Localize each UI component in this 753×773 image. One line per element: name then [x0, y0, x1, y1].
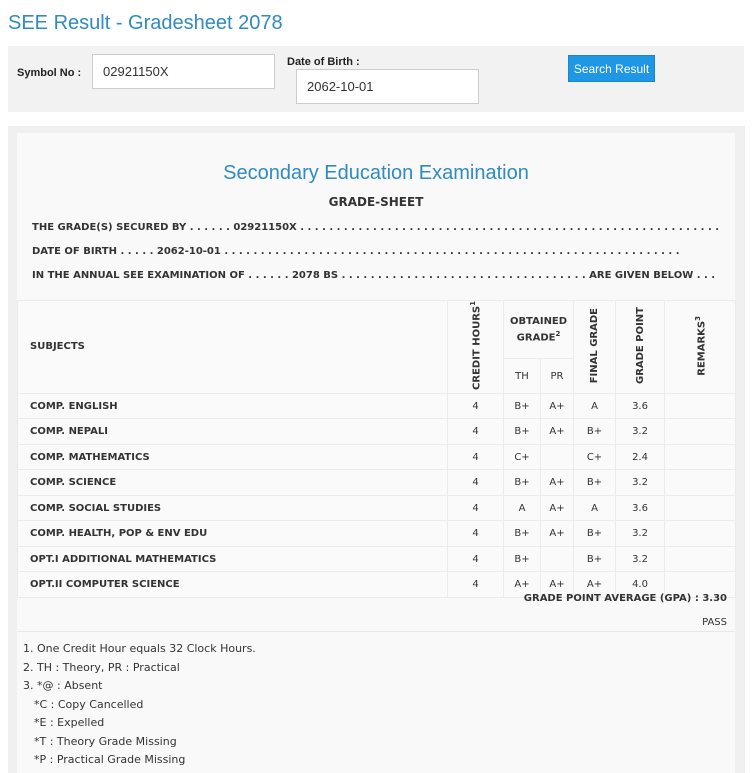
grade-point-cell: 3.6 [616, 393, 665, 419]
dob-label: Date of Birth : [287, 56, 360, 68]
header-credit-sup: 1 [469, 301, 478, 306]
pr-grade-cell: A+ [541, 419, 574, 445]
header-obtained-sup: 2 [555, 329, 561, 338]
pr-grade-cell: A+ [541, 470, 574, 496]
th-grade-cell: C+ [504, 444, 541, 470]
note-item: *C : Copy Cancelled [34, 697, 144, 711]
note-item: 3. *@ : Absent [23, 679, 103, 692]
credit-cell: 4 [448, 495, 504, 521]
table-row [18, 444, 736, 470]
remarks-cell [665, 546, 736, 572]
header-obtained-l2: GRADE [516, 332, 556, 344]
final-grade-cell: B+ [574, 546, 616, 572]
table-row [18, 495, 736, 521]
credit-cell: 4 [448, 393, 504, 419]
th-grade-cell: B+ [504, 470, 541, 496]
credit-cell: 4 [448, 521, 504, 547]
table-row [18, 419, 736, 445]
pr-grade-cell [541, 444, 574, 470]
subject-cell: COMP. ENGLISH [18, 393, 448, 419]
symbol-input[interactable] [92, 54, 275, 89]
final-grade-cell: A+ [574, 572, 616, 598]
remarks-cell [665, 495, 736, 521]
pr-grade-cell: A+ [541, 572, 574, 598]
th-grade-cell: B+ [504, 521, 541, 547]
subject-cell: COMP. SCIENCE [18, 470, 448, 496]
search-result-button[interactable]: Search Result [568, 55, 655, 82]
header-final-grade [574, 301, 616, 394]
grade-point-cell: 3.2 [616, 546, 665, 572]
th-grade-cell: B+ [504, 419, 541, 445]
remarks-cell [665, 419, 736, 445]
notes-divider [17, 631, 735, 632]
gpa-summary: GRADE POINT AVERAGE (GPA) : 3.30 [523, 593, 727, 604]
note-item: 2. TH : Theory, PR : Practical [23, 660, 180, 674]
symbol-label: Symbol No : [17, 67, 82, 79]
remarks-cell [665, 393, 736, 419]
header-grade-point [616, 301, 665, 394]
header-final-grade-label: FINAL GRADE [589, 307, 601, 384]
note-item: *P : Practical Grade Missing [34, 753, 186, 766]
subject-cell: OPT.I ADDITIONAL MATHEMATICS [18, 546, 448, 572]
final-grade-cell: B+ [574, 419, 616, 445]
remarks-cell [665, 521, 736, 547]
note-item: *E : Expelled [34, 716, 105, 729]
dob-line: DATE OF BIRTH . . . . . 2062-10-01 . . . . . . . . . . . . . . . . . . . . . . . . . . . . . . . . . . . . . . . . . . . . . . . . . . . . . . . . . . . . . . . [32, 246, 680, 257]
subject-cell: OPT.II COMPUTER SCIENCE [18, 572, 448, 598]
th-grade-cell: B+ [504, 546, 541, 572]
credit-cell: 4 [448, 572, 504, 598]
table-row [18, 393, 736, 419]
credit-cell: 4 [448, 419, 504, 445]
header-obtained-l1: OBTAINED [509, 315, 568, 327]
th-grade-cell: A+ [504, 572, 541, 598]
header-remarks-sup: 3 [693, 315, 702, 321]
header-th: TH [504, 359, 541, 394]
credit-cell: 4 [448, 546, 504, 572]
final-grade-cell: C+ [574, 444, 616, 470]
grades-secured-line: THE GRADE(S) SECURED BY . . . . . . 02921150X . . . . . . . . . . . . . . . . . . . . . . . . . . . . . . . . . . . . . . . . . . . . . . . . . . . . . . . . . . [32, 222, 720, 233]
subject-cell: COMP. MATHEMATICS [18, 444, 448, 470]
pr-grade-cell: A+ [541, 521, 574, 547]
header-credit-hours-label: CREDIT HOURS [471, 305, 483, 390]
table-row [18, 521, 736, 547]
pr-grade-cell: A+ [541, 495, 574, 521]
credit-cell: 4 [448, 470, 504, 496]
final-grade-cell: B+ [574, 521, 616, 547]
th-grade-cell: B+ [504, 393, 541, 419]
header-obtained-grade [504, 301, 574, 359]
pr-grade-cell: A+ [541, 393, 574, 419]
note-item: *T : Theory Grade Missing [34, 734, 177, 748]
grades-table [17, 300, 736, 598]
notes [23, 640, 256, 770]
result-status: PASS [702, 617, 727, 628]
header-remarks-label: REMARKS [696, 320, 708, 376]
exam-line: IN THE ANNUAL SEE EXAMINATION OF . . . . . . 2078 BS . . . . . . . . . . . . . . . . . . . . . . . . . . . . . . . . . . ARE GIVEN BELOW . . . [32, 270, 716, 281]
grade-point-cell: 3.2 [616, 470, 665, 496]
header-subjects: SUBJECTS [18, 301, 448, 394]
grade-point-cell: 2.4 [616, 444, 665, 470]
credit-cell: 4 [448, 444, 504, 470]
remarks-cell [665, 444, 736, 470]
note-item: 1. One Credit Hour equals 32 Clock Hours. [23, 642, 256, 655]
subject-cell: COMP. HEALTH, POP & ENV EDU [18, 521, 448, 547]
gradesheet-container [8, 126, 745, 773]
grade-point-cell: 3.2 [616, 419, 665, 445]
header-remarks [665, 301, 736, 394]
gradesheet-subtitle: GRADE-SHEET [328, 195, 424, 209]
table-row [18, 470, 736, 496]
page-title: SEE Result - Gradesheet 2078 [8, 12, 283, 34]
final-grade-cell: A [574, 393, 616, 419]
dob-input[interactable] [296, 69, 479, 104]
grade-point-cell: 3.2 [616, 521, 665, 547]
search-panel [8, 46, 744, 112]
subject-cell: COMP. NEPALI [18, 419, 448, 445]
header-credit-hours [448, 301, 504, 394]
final-grade-cell: A [574, 495, 616, 521]
exam-title: Secondary Education Examination [223, 162, 529, 184]
grade-point-cell: 3.6 [616, 495, 665, 521]
th-grade-cell: A [504, 495, 541, 521]
subject-cell: COMP. SOCIAL STUDIES [18, 495, 448, 521]
header-pr: PR [541, 359, 574, 394]
gradesheet [17, 133, 735, 773]
table-row [18, 546, 736, 572]
pr-grade-cell [541, 546, 574, 572]
remarks-cell [665, 470, 736, 496]
header-grade-point-label: GRADE POINT [634, 306, 646, 384]
final-grade-cell: B+ [574, 470, 616, 496]
grade-point-cell: 4.0 [616, 572, 665, 598]
